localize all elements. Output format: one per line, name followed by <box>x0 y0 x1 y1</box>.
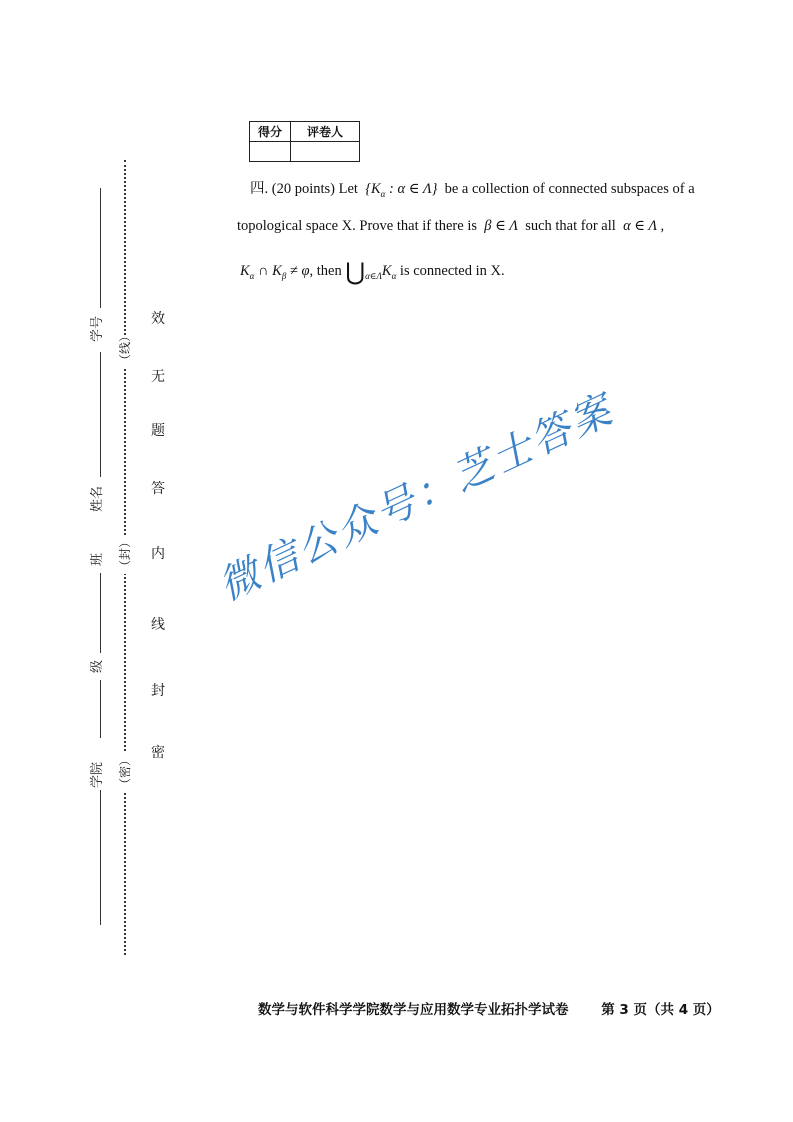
class-label: 班 <box>90 552 105 566</box>
exam-title: 数学与软件科学学院数学与应用数学专业拓扑学试卷 <box>258 1002 569 1018</box>
score-cell <box>250 142 291 162</box>
notice-char: 答 <box>151 481 165 497</box>
problem-text-collection: be a collection of connected subspaces of a <box>444 181 695 197</box>
beta-in-lambda: β ∈ Λ <box>484 218 518 234</box>
score-label: 得分 <box>250 122 291 142</box>
notice-char: 题 <box>151 423 165 439</box>
underline-class <box>100 573 101 653</box>
intersection-expr: $K_\alpha$ ∩ $K_\beta \ne \varphi$ <box>240 263 310 281</box>
problem-line-1 <box>250 177 695 199</box>
xian-label: （线） <box>118 329 132 366</box>
score-table <box>249 121 360 162</box>
notice-char: 密 <box>151 745 165 761</box>
underline-college <box>100 790 101 925</box>
student-id-label: 学号 <box>90 315 105 342</box>
problem-line-2 <box>237 218 664 235</box>
name-label: 姓名 <box>90 485 105 512</box>
underline-grade <box>100 680 101 738</box>
alpha-in-lambda: α ∈ Λ , <box>623 218 665 234</box>
underline-id <box>100 188 101 308</box>
problem-line-3 <box>240 258 505 287</box>
page-footer <box>258 998 720 1018</box>
college-label: 学院 <box>90 761 105 788</box>
page-number: 第 3 页（共 4 页） <box>601 1002 720 1018</box>
problem-text-let: Let <box>338 181 358 197</box>
notice-char: 线 <box>151 617 165 633</box>
problem-points: (20 points) <box>271 181 335 197</box>
problem-text-such-that: such that for all <box>525 218 616 234</box>
grader-label: 评卷人 <box>291 122 360 142</box>
problem-text-connected: is connected in X. <box>399 263 505 279</box>
grade-label: 级 <box>90 659 105 673</box>
underline-name <box>100 352 101 477</box>
union-expr: $⋃_{\alpha\in\Lambda}K_\alpha$ <box>345 260 397 286</box>
set-notation: {$K_\alpha$ : α ∈ Λ} <box>365 181 438 199</box>
notice-char: 效 <box>151 311 165 327</box>
grader-cell <box>291 142 360 162</box>
problem-number: 四. <box>250 181 269 197</box>
watermark: 微信公众号：芝士答案 <box>211 386 621 610</box>
feng-label: （封） <box>118 535 132 572</box>
notice-char: 封 <box>151 683 165 699</box>
notice-char: 内 <box>151 546 165 562</box>
mi-label: （密） <box>118 753 132 790</box>
problem-text-topological: topological space X. Prove that if there is <box>237 218 477 234</box>
notice-char: 无 <box>151 369 165 385</box>
problem-text-then: , then <box>309 263 342 279</box>
